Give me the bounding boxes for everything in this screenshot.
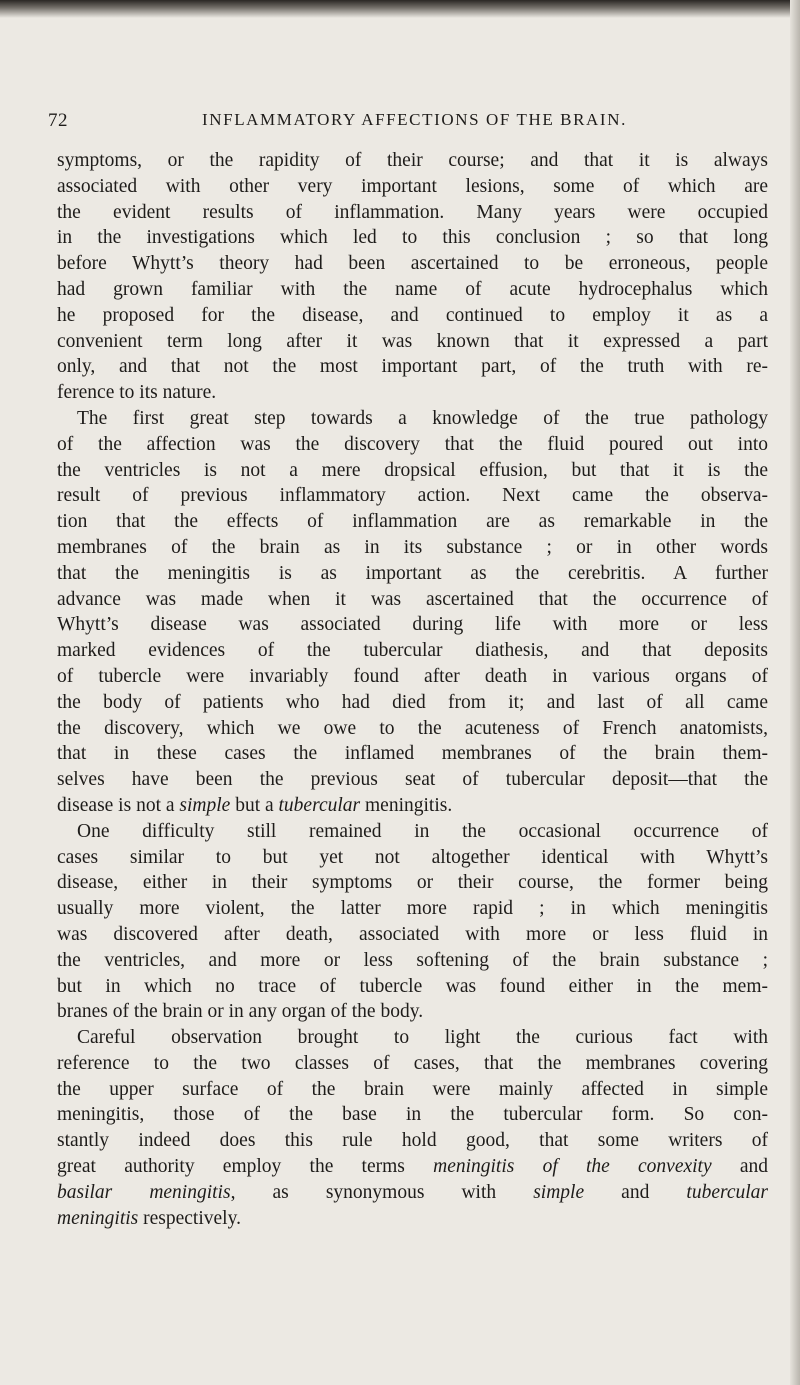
text-line: he proposed for the disease, and continued to employ it as a	[57, 304, 768, 326]
text-run: great authority employ the terms	[57, 1156, 434, 1178]
text-line: symptoms, or the rapidity of their course; and that it is always	[57, 150, 768, 171]
text-line: cases similar to but yet not altogether identical with Whytt’s	[57, 846, 768, 868]
text-line: was discovered after death, associated with more or less fluid in	[57, 923, 768, 945]
italic-run: simple	[179, 794, 231, 816]
page-edge-shadow	[790, 0, 800, 1385]
text-line: in the investigations which led to this conclusion ; so that long	[57, 227, 768, 249]
text-line: selves have been the previous seat of tubercular deposit—that the	[57, 769, 768, 791]
text-line: the ventricles, and more or less softening of the brain substance ;	[57, 949, 768, 971]
text-line: disease, either in their symptoms or their course, the former being	[57, 872, 768, 894]
text-line: advance was made when it was ascertained that the occurrence of	[57, 588, 768, 610]
text-line	[57, 1206, 768, 1232]
text-line: associated with other very important lesions, some of which are	[57, 175, 768, 197]
text-line: the evident results of inflammation. Many years were occupied	[57, 201, 768, 223]
text-line	[57, 793, 768, 819]
text-line: before Whytt’s theory had been ascertained to be erroneous, people	[57, 253, 768, 275]
italic-run: simple	[533, 1181, 585, 1203]
text-line: The first great step towards a knowledge of the true pathology	[77, 407, 768, 429]
text-line: stantly indeed does this rule hold good, that some writers of	[57, 1130, 768, 1152]
text-line: that the meningitis is as important as the cerebritis. A further	[57, 562, 768, 584]
body-text	[57, 148, 768, 1231]
page-number: 72	[48, 110, 68, 131]
text-line: only, and that not the most important part, of the truth with re-	[57, 356, 768, 378]
text-line: that in these cases the inflamed membranes of the brain them-	[57, 743, 768, 765]
text-line	[57, 1154, 768, 1180]
text-line: tion that the effects of inflammation are as remarkable in the	[57, 511, 768, 533]
text-line: the body of patients who had died from it; and last of all came	[57, 691, 768, 713]
text-line: meningitis, those of the base in the tubercular form. So con-	[57, 1104, 768, 1126]
text-run: , as synonymous with	[230, 1181, 534, 1203]
text-run: respectively.	[138, 1207, 241, 1229]
text-line: One difficulty still remained in the occasional occurrence of	[77, 820, 768, 842]
text-run: and	[584, 1181, 687, 1203]
text-line: of tubercle were invariably found after death in various organs of	[57, 665, 768, 687]
text-line: of the affection was the discovery that the fluid poured out into	[57, 433, 768, 455]
text-line: Whytt’s disease was associated during life with more or less	[57, 614, 768, 636]
italic-run: basilar meningitis	[57, 1181, 231, 1203]
text-line: but in which no trace of tubercle was found either in the mem-	[57, 975, 768, 997]
text-line: reference to the two classes of cases, that the membranes covering	[57, 1052, 768, 1074]
text-line	[57, 1180, 768, 1206]
page-header	[48, 110, 748, 132]
text-run: meningitis.	[360, 794, 453, 816]
text-line: Careful observation brought to light the curious fact with	[77, 1027, 768, 1049]
text-line: ference to its nature.	[57, 382, 217, 404]
text-run: and	[711, 1156, 768, 1178]
text-line: usually more violent, the latter more rapid ; in which meningitis	[57, 898, 768, 920]
text-line: branes of the brain or in any organ of the body.	[57, 1001, 424, 1023]
text-line: the upper surface of the brain were mainly affected in simple	[57, 1078, 768, 1100]
running-head: INFLAMMATORY AFFECTIONS OF THE BRAIN.	[202, 110, 627, 129]
italic-run: tubercular	[686, 1181, 769, 1203]
text-line: result of previous inflammatory action. Next came the observa-	[57, 485, 768, 507]
text-line: convenient term long after it was known that it expressed a part	[57, 330, 768, 352]
text-run: disease is not a	[57, 794, 180, 816]
text-line: the ventricles is not a mere dropsical effusion, but that it is the	[57, 459, 768, 481]
text-run: but a	[230, 794, 279, 816]
text-line: membranes of the brain as in its substance ; or in other words	[57, 536, 768, 558]
top-shadow	[0, 0, 800, 18]
text-line: the discovery, which we owe to the acuteness of French anatomists,	[57, 717, 768, 739]
italic-run: meningitis	[57, 1207, 139, 1229]
italic-run: meningitis of the convexity	[433, 1156, 712, 1178]
text-line: marked evidences of the tubercular diathesis, and that deposits	[57, 640, 768, 662]
italic-run: tubercular	[278, 794, 361, 816]
text-line: had grown familiar with the name of acute hydrocephalus which	[57, 278, 768, 300]
